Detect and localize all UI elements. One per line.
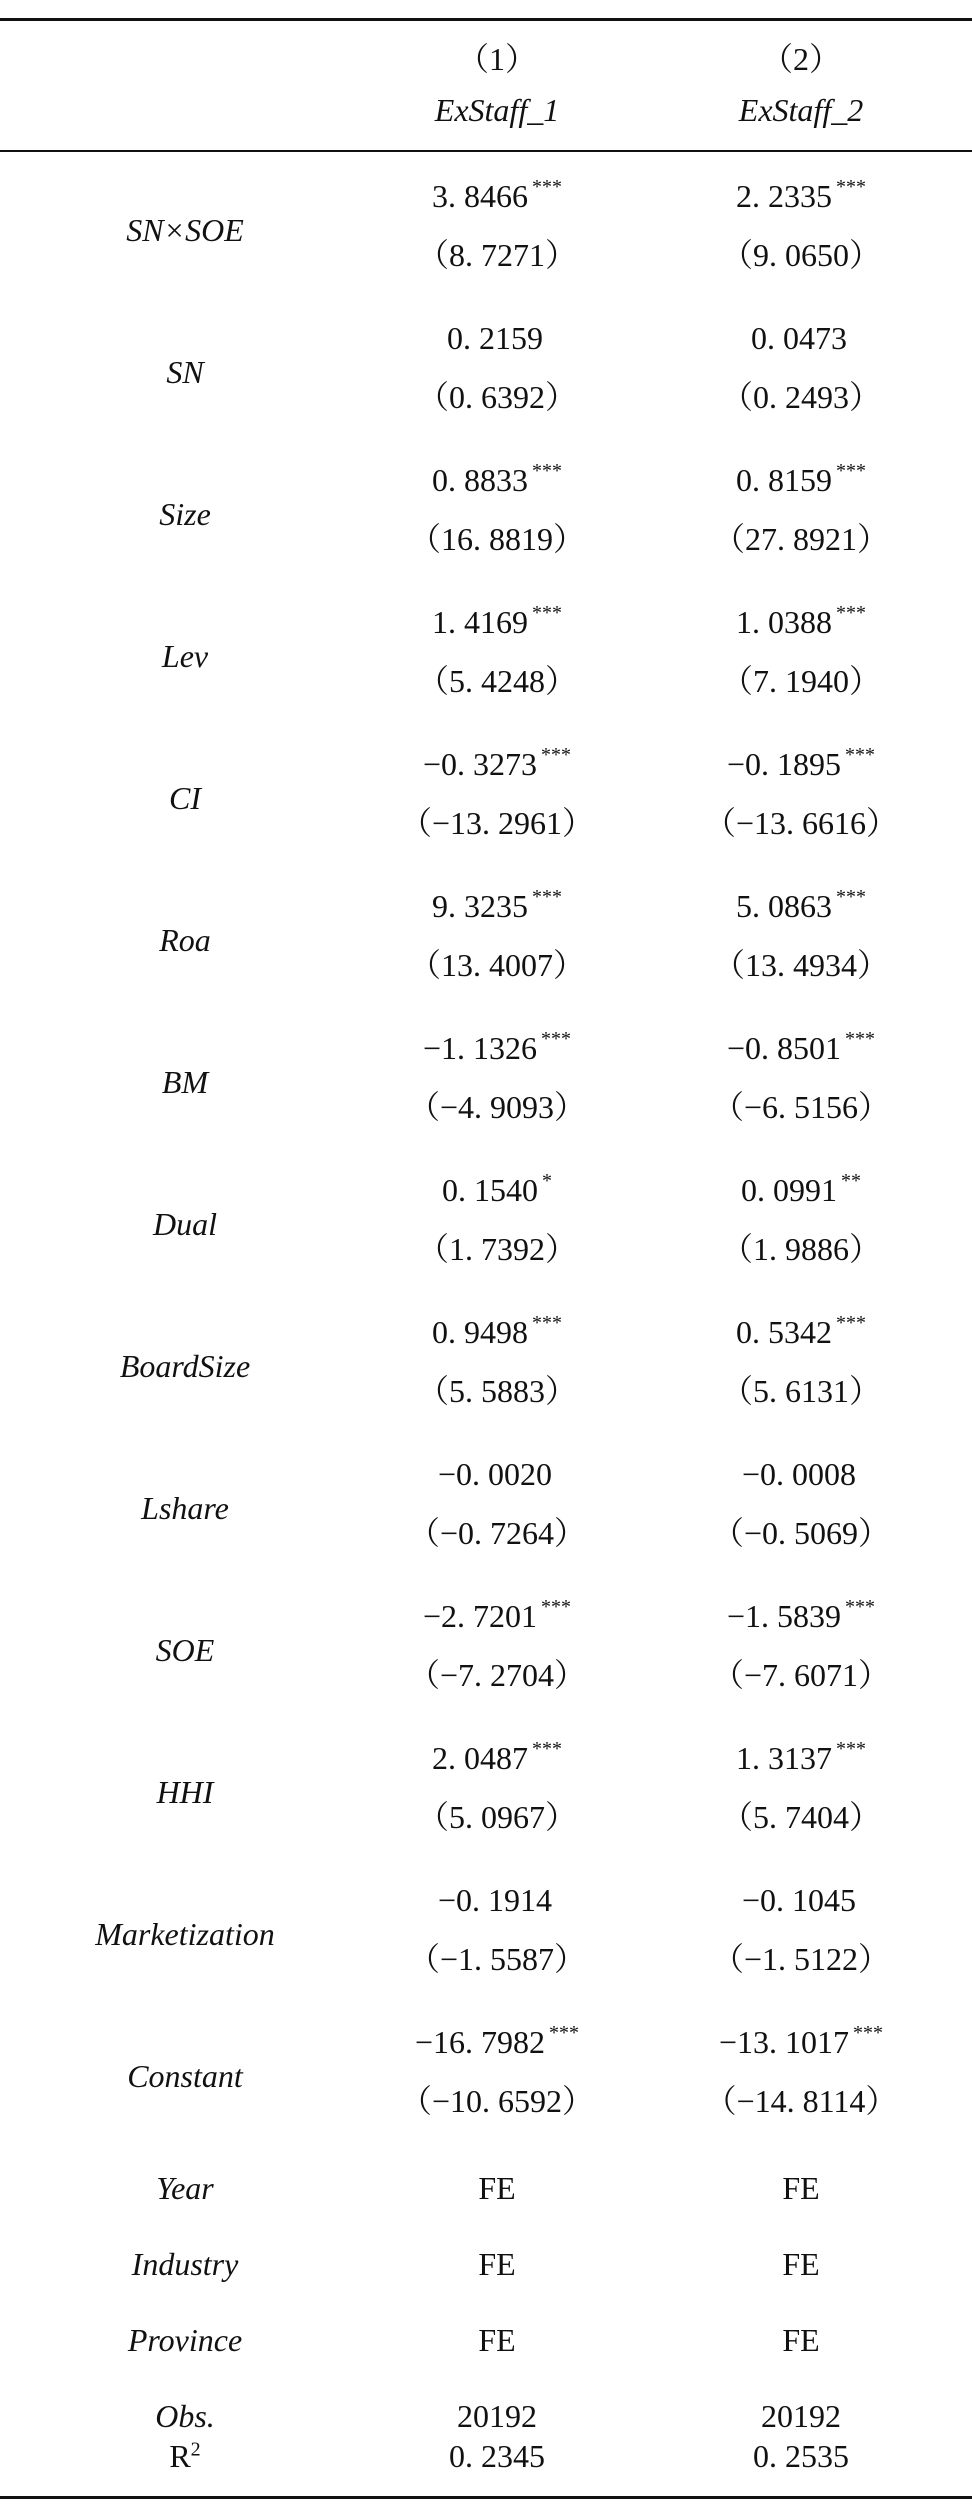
table-row bbox=[0, 874, 972, 1016]
tstat-col1: （−1. 5587） bbox=[407, 1941, 587, 1977]
coef-value: −0. 0008 bbox=[741, 1456, 857, 1492]
top-rule bbox=[0, 18, 972, 21]
tstat-col2: （9. 0650） bbox=[720, 237, 881, 273]
significance-stars: *** bbox=[532, 460, 562, 482]
value-col1: FE bbox=[478, 2170, 516, 2206]
coef-col2 bbox=[651, 1028, 951, 1067]
coef-col1 bbox=[347, 1312, 647, 1351]
tstat-col1: （13. 4007） bbox=[408, 947, 585, 983]
coef-col2 bbox=[651, 1596, 951, 1635]
row-label: Marketization bbox=[95, 1916, 275, 1952]
coef-col1 bbox=[347, 1738, 647, 1777]
coef-value: 9. 3235 bbox=[432, 888, 528, 924]
coef-col1 bbox=[347, 1454, 647, 1493]
coef-col1 bbox=[347, 1880, 647, 1919]
coef-col1 bbox=[347, 744, 647, 783]
coef-value: −1. 1326 bbox=[422, 1030, 538, 1066]
table-row bbox=[0, 2228, 972, 2304]
row-label: CI bbox=[169, 780, 201, 816]
significance-stars: *** bbox=[532, 602, 562, 624]
value-col2: FE bbox=[782, 2322, 820, 2358]
significance-stars: *** bbox=[836, 1312, 866, 1334]
significance-stars: *** bbox=[853, 2022, 884, 2044]
tstat-col1: （−13. 2961） bbox=[399, 805, 595, 841]
column-1-number: （1） bbox=[456, 41, 537, 77]
table-row bbox=[0, 2304, 972, 2380]
tstat-col1: （−10. 6592） bbox=[399, 2083, 595, 2119]
tstat-col1: （5. 5883） bbox=[416, 1373, 577, 1409]
coef-col2 bbox=[651, 1880, 951, 1919]
coef-value: 0. 9498 bbox=[432, 1314, 528, 1350]
coef-value: −13. 1017 bbox=[718, 2024, 850, 2060]
row-label: Year bbox=[156, 2170, 214, 2206]
table-row bbox=[0, 1300, 972, 1442]
table-row bbox=[0, 1158, 972, 1300]
coef-col2 bbox=[651, 318, 951, 357]
value-col1: FE bbox=[478, 2246, 516, 2282]
value-col1: FE bbox=[478, 2322, 516, 2358]
coef-value: 0. 1540 bbox=[442, 1172, 538, 1208]
r-squared-label: R bbox=[169, 2438, 191, 2474]
tstat-col1: （5. 0967） bbox=[416, 1799, 577, 1835]
value-col1: 20192 bbox=[457, 2398, 537, 2434]
row-label: Roa bbox=[159, 922, 211, 958]
coef-value: 1. 0388 bbox=[736, 604, 832, 640]
column-2-name: ExStaff_2 bbox=[738, 92, 864, 128]
coef-value: 0. 2159 bbox=[447, 320, 543, 356]
significance-stars: *** bbox=[836, 1738, 866, 1760]
coef-value: −0. 1895 bbox=[726, 746, 842, 782]
table-row bbox=[0, 1442, 972, 1584]
table-row bbox=[0, 2152, 972, 2228]
coef-value: 0. 0473 bbox=[751, 320, 847, 356]
coef-value: −0. 0020 bbox=[437, 1456, 553, 1492]
coef-col2 bbox=[651, 460, 951, 499]
row-label: SN bbox=[166, 354, 204, 390]
coef-value: 1. 4169 bbox=[432, 604, 528, 640]
table-row bbox=[0, 306, 972, 448]
value-col2: FE bbox=[782, 2170, 820, 2206]
tstat-col2: （−13. 6616） bbox=[703, 805, 899, 841]
row-label: Lev bbox=[161, 638, 209, 674]
coef-col2 bbox=[651, 1312, 951, 1351]
tstat-col1: （1. 7392） bbox=[416, 1231, 577, 1267]
table-row bbox=[0, 164, 972, 306]
table-row bbox=[0, 2420, 972, 2496]
table-row bbox=[0, 448, 972, 590]
tstat-col1: （16. 8819） bbox=[408, 521, 585, 557]
coef-value: 0. 8159 bbox=[736, 462, 832, 498]
table-row bbox=[0, 1726, 972, 1868]
coef-value: 0. 5342 bbox=[736, 1314, 832, 1350]
tstat-col2: （−14. 8114） bbox=[704, 2083, 898, 2119]
coef-value: −0. 1914 bbox=[437, 1882, 553, 1918]
coef-col1 bbox=[347, 1028, 647, 1067]
value-col2: 20192 bbox=[761, 2398, 841, 2434]
tstat-col1: （5. 4248） bbox=[416, 663, 577, 699]
coef-value: 5. 0863 bbox=[736, 888, 832, 924]
row-label: HHI bbox=[156, 1774, 214, 1810]
coef-value: −2. 7201 bbox=[422, 1598, 538, 1634]
tstat-col1: （−4. 9093） bbox=[407, 1089, 587, 1125]
row-label: Constant bbox=[127, 2058, 243, 2094]
significance-stars: *** bbox=[836, 602, 866, 624]
coef-col2 bbox=[651, 886, 951, 925]
row-label: BM bbox=[161, 1064, 209, 1100]
significance-stars: *** bbox=[845, 744, 876, 766]
table-row bbox=[0, 2010, 972, 2152]
coef-col1 bbox=[347, 886, 647, 925]
row-label: SN×SOE bbox=[126, 212, 244, 248]
significance-stars: *** bbox=[532, 1312, 562, 1334]
significance-stars: * bbox=[542, 1170, 552, 1192]
significance-stars: ** bbox=[841, 1170, 861, 1192]
row-label: Lshare bbox=[141, 1490, 229, 1526]
tstat-col2: （−6. 5156） bbox=[711, 1089, 891, 1125]
coef-value: −0. 8501 bbox=[726, 1030, 842, 1066]
tstat-col2: （5. 6131） bbox=[720, 1373, 881, 1409]
superscript: 2 bbox=[190, 2438, 201, 2461]
tstat-col2: （27. 8921） bbox=[712, 521, 889, 557]
row-label: SOE bbox=[155, 1632, 215, 1668]
row-label: Obs. bbox=[155, 2398, 215, 2434]
significance-stars: *** bbox=[532, 1738, 562, 1760]
significance-stars: *** bbox=[845, 1028, 876, 1050]
coef-col1 bbox=[347, 176, 647, 215]
significance-stars: *** bbox=[541, 1028, 572, 1050]
tstat-col2: （0. 2493） bbox=[720, 379, 881, 415]
column-1-name: ExStaff_1 bbox=[434, 92, 560, 128]
coef-value: 0. 0991 bbox=[741, 1172, 837, 1208]
coef-col2 bbox=[651, 744, 951, 783]
significance-stars: *** bbox=[845, 1596, 876, 1618]
tstat-col1: （0. 6392） bbox=[416, 379, 577, 415]
coef-value: −0. 1045 bbox=[741, 1882, 857, 1918]
row-label: Industry bbox=[131, 2246, 239, 2282]
tstat-col1: （−7. 2704） bbox=[407, 1657, 587, 1693]
row-label bbox=[20, 2438, 350, 2475]
coef-col2 bbox=[651, 2022, 951, 2061]
significance-stars: *** bbox=[541, 1596, 572, 1618]
coef-col2 bbox=[651, 602, 951, 641]
tstat-col2: （−7. 6071） bbox=[711, 1657, 891, 1693]
bottom-rule bbox=[0, 2496, 972, 2499]
value-col1: 0. 2345 bbox=[449, 2438, 545, 2474]
tstat-col1: （8. 7271） bbox=[416, 237, 577, 273]
coef-col2 bbox=[651, 1170, 951, 1209]
row-label: Size bbox=[159, 496, 211, 532]
coef-col1 bbox=[347, 318, 647, 357]
coef-col2 bbox=[651, 1738, 951, 1777]
tstat-col2: （−0. 5069） bbox=[711, 1515, 891, 1551]
value-col2: FE bbox=[782, 2246, 820, 2282]
coef-value: −0. 3273 bbox=[422, 746, 538, 782]
coef-value: −1. 5839 bbox=[726, 1598, 842, 1634]
table-row bbox=[0, 1016, 972, 1158]
coef-value: 1. 3137 bbox=[736, 1740, 832, 1776]
coef-value: −16. 7982 bbox=[414, 2024, 546, 2060]
tstat-col2: （7. 1940） bbox=[720, 663, 881, 699]
coef-col2 bbox=[651, 1454, 951, 1493]
tstat-col2: （5. 7404） bbox=[720, 1799, 881, 1835]
row-label: Dual bbox=[153, 1206, 217, 1242]
significance-stars: *** bbox=[532, 176, 562, 198]
significance-stars: *** bbox=[532, 886, 562, 908]
tstat-col1: （−0. 7264） bbox=[407, 1515, 587, 1551]
coef-col1 bbox=[347, 2022, 647, 2061]
table-row bbox=[0, 1868, 972, 2010]
coef-value: 2. 0487 bbox=[432, 1740, 528, 1776]
significance-stars: *** bbox=[549, 2022, 580, 2044]
coef-col1 bbox=[347, 460, 647, 499]
tstat-col2: （1. 9886） bbox=[720, 1231, 881, 1267]
coef-value: 0. 8833 bbox=[432, 462, 528, 498]
coef-col1 bbox=[347, 602, 647, 641]
tstat-col2: （13. 4934） bbox=[712, 947, 889, 983]
significance-stars: *** bbox=[836, 460, 866, 482]
row-label: Province bbox=[127, 2322, 243, 2358]
significance-stars: *** bbox=[836, 886, 866, 908]
row-label: BoardSize bbox=[119, 1348, 251, 1384]
tstat-col2: （−1. 5122） bbox=[711, 1941, 891, 1977]
column-2-number: （2） bbox=[760, 41, 841, 77]
header-rule bbox=[0, 150, 972, 152]
coef-col1 bbox=[347, 1170, 647, 1209]
table-row bbox=[0, 590, 972, 732]
significance-stars: *** bbox=[836, 176, 866, 198]
value-col2: 0. 2535 bbox=[753, 2438, 849, 2474]
significance-stars: *** bbox=[541, 744, 572, 766]
table-row bbox=[0, 1584, 972, 1726]
coef-value: 3. 8466 bbox=[432, 178, 528, 214]
coef-col1 bbox=[347, 1596, 647, 1635]
table-row bbox=[0, 732, 972, 874]
coef-col2 bbox=[651, 176, 951, 215]
coef-value: 2. 2335 bbox=[736, 178, 832, 214]
